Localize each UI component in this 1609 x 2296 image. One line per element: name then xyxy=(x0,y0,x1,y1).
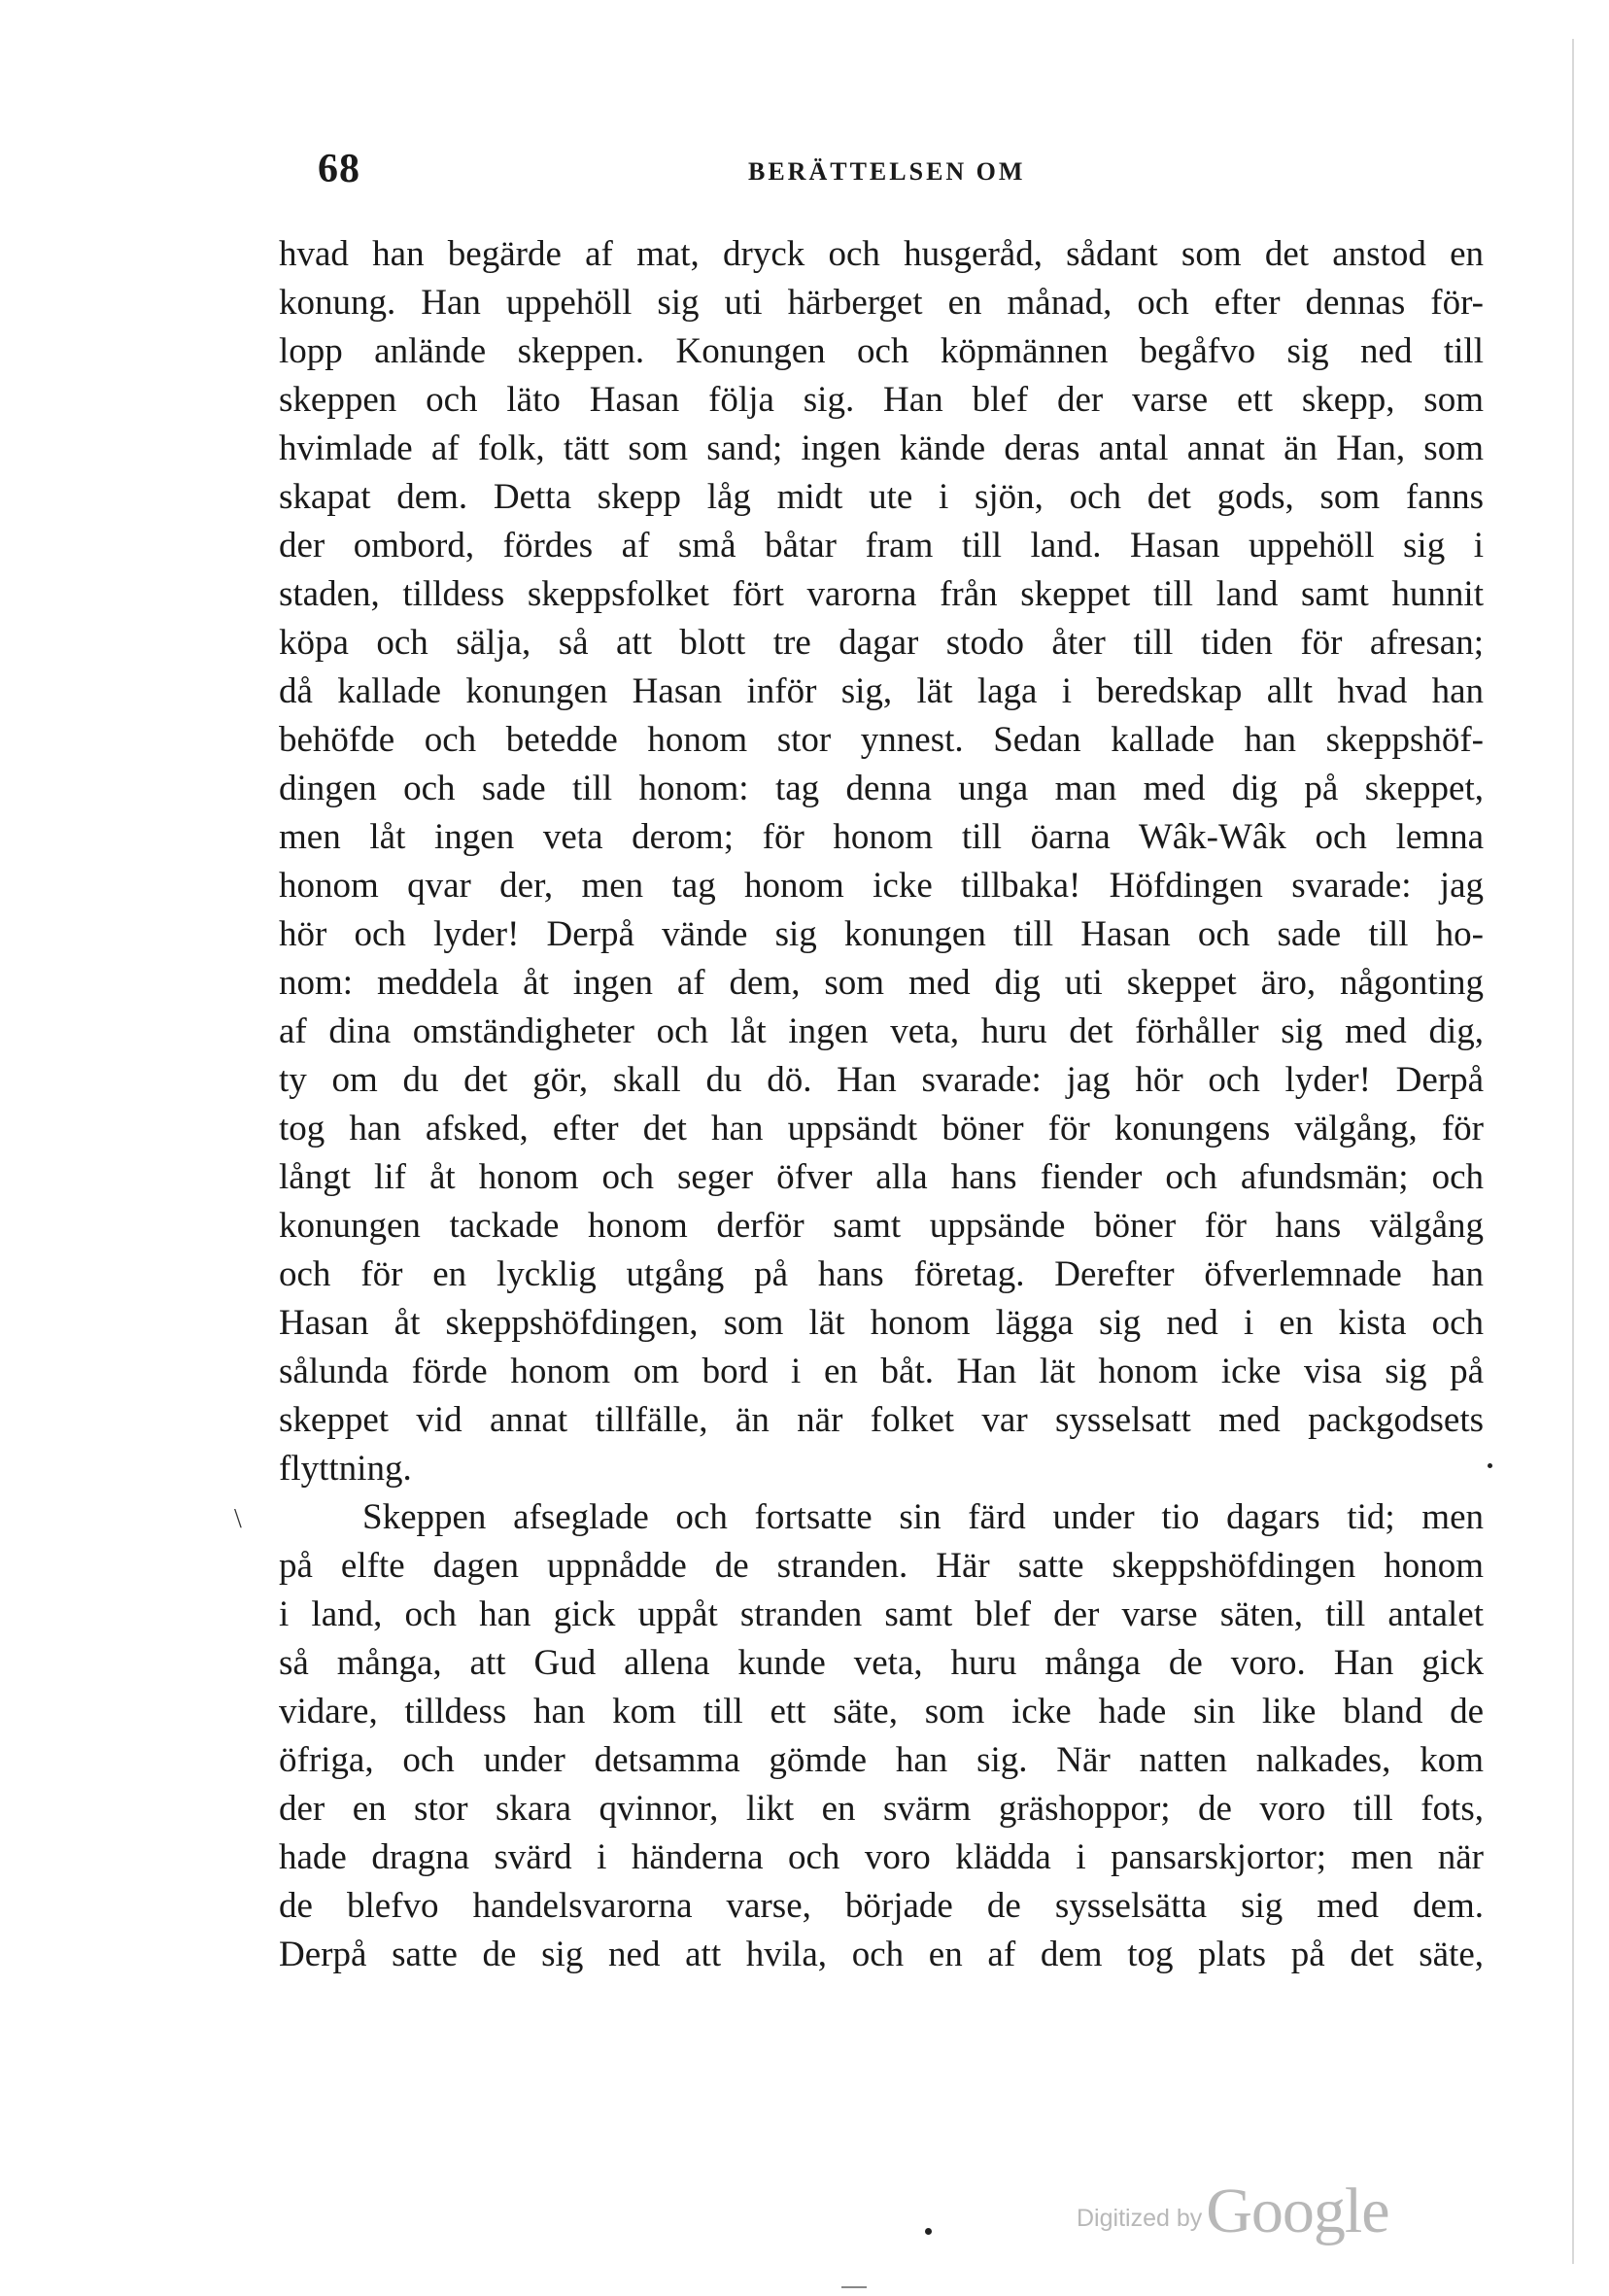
text-line: hvimlade af folk, tätt som sand; ingen kände deras antal annat än Han, som xyxy=(279,428,1484,468)
text-line: behöfde och betedde honom stor ynnest. Sedan kallade han skeppshöf- xyxy=(279,720,1484,760)
paragraph-start-line: Skeppen afseglade och fortsatte sin färd under tio dagars tid; men xyxy=(362,1497,1484,1537)
text-line: och för en lycklig utgång på hans företag. Derefter öfverlemnade han xyxy=(279,1254,1484,1294)
text-line: hör och lyder! Derpå vände sig konungen till Hasan och sade till ho- xyxy=(279,914,1484,954)
running-head: BERÄTTELSEN OM xyxy=(748,157,1026,186)
text-line: öfriga, och under detsamma gömde han sig. När natten nalkades, kom xyxy=(279,1740,1484,1780)
text-line: då kallade konungen Hasan inför sig, lät laga i beredskap allt hvad han xyxy=(279,671,1484,711)
text-line: vidare, tilldess han kom till ett säte, som icke hade sin like bland de xyxy=(279,1692,1484,1731)
text-line: tog han afsked, efter det han uppsändt böner för konungens välgång, för xyxy=(279,1109,1484,1148)
text-line: hvad han begärde af mat, dryck och husgeråd, sådant som det anstod en xyxy=(279,234,1484,274)
text-line: långt lif åt honom och seger öfver alla hans fiender och afundsmän; och xyxy=(279,1157,1484,1197)
text-line: der ombord, fördes af små båtar fram till land. Hasan uppehöll sig i xyxy=(279,526,1484,565)
watermark-prefix: Digitized by xyxy=(1077,2205,1203,2232)
bottom-margin-mark xyxy=(841,2286,867,2288)
text-line: sålunda förde honom om bord i en båt. Han lät honom icke visa sig på xyxy=(279,1352,1484,1391)
page-edge-shadow xyxy=(1572,39,1574,2264)
text-line: Hasan åt skeppshöfdingen, som lät honom lägga sig ned i en kista och xyxy=(279,1303,1484,1343)
text-line: hade dragna svärd i händerna och voro klädda i pansarskjortor; men när xyxy=(279,1837,1484,1877)
digitized-by-google-watermark xyxy=(1077,2175,1389,2248)
text-line: lopp anlände skeppen. Konungen och köpmännen begåfvo sig ned till xyxy=(279,331,1484,371)
text-line: der en stor skara qvinnor, likt en svärm gräshoppor; de voro till fots, xyxy=(279,1789,1484,1829)
text-line: skapat dem. Detta skepp låg midt ute i sjön, och det gods, som fanns xyxy=(279,477,1484,517)
text-line: de blefvo handelsvarorna varse, började de sysselsätta sig med dem. xyxy=(279,1886,1484,1926)
text-line: men låt ingen veta derom; för honom till öarna Wâk-Wâk och lemna xyxy=(279,817,1484,857)
text-line: skeppet vid annat tillfälle, än när folket var sysselsatt med packgodsets xyxy=(279,1400,1484,1440)
text-line: af dina omständigheter och låt ingen veta, huru det förhåller sig med dig, xyxy=(279,1011,1484,1051)
text-line: ty om du det gör, skall du dö. Han svarade: jag hör och lyder! Derpå xyxy=(279,1060,1484,1100)
text-line: konung. Han uppehöll sig uti härberget en månad, och efter dennas för- xyxy=(279,283,1484,323)
text-line: på elfte dagen uppnådde de stranden. Här satte skeppshöfdingen honom xyxy=(279,1546,1484,1586)
text-line: så många, att Gud allena kunde veta, huru många de voro. Han gick xyxy=(279,1643,1484,1683)
margin-tick-mark: \ xyxy=(234,1504,242,1534)
text-line: nom: meddela åt ingen af dem, som med dig uti skeppet äro, någonting xyxy=(279,963,1484,1003)
text-line: Derpå satte de sig ned att hvila, och en af dem tog plats på det säte, xyxy=(279,1935,1484,1974)
text-line: skeppen och läto Hasan följa sig. Han blef der varse ett skepp, som xyxy=(279,380,1484,420)
ink-speck xyxy=(1488,1463,1492,1468)
text-line: konungen tackade honom derför samt uppsände böner för hans välgång xyxy=(279,1206,1484,1246)
text-line: staden, tilldess skeppsfolket fört varorna från skeppet till land samt hunnit xyxy=(279,574,1484,614)
text-line: i land, och han gick uppåt stranden samt blef der varse säten, till antalet xyxy=(279,1594,1484,1634)
text-line: köpa och sälja, så att blott tre dagar stodo åter till tiden för afresan; xyxy=(279,623,1484,663)
page-number: 68 xyxy=(318,147,360,191)
text-line: honom qvar der, men tag honom icke tillbaka! Höfdingen svarade: jag xyxy=(279,866,1484,906)
body-text xyxy=(279,230,1484,1979)
paragraph-end-line: flyttning. xyxy=(279,1449,412,1489)
text-line: dingen och sade till honom: tag denna unga man med dig på skeppet, xyxy=(279,769,1484,808)
ink-speck xyxy=(925,2228,932,2235)
google-logo: Google xyxy=(1206,2176,1389,2246)
